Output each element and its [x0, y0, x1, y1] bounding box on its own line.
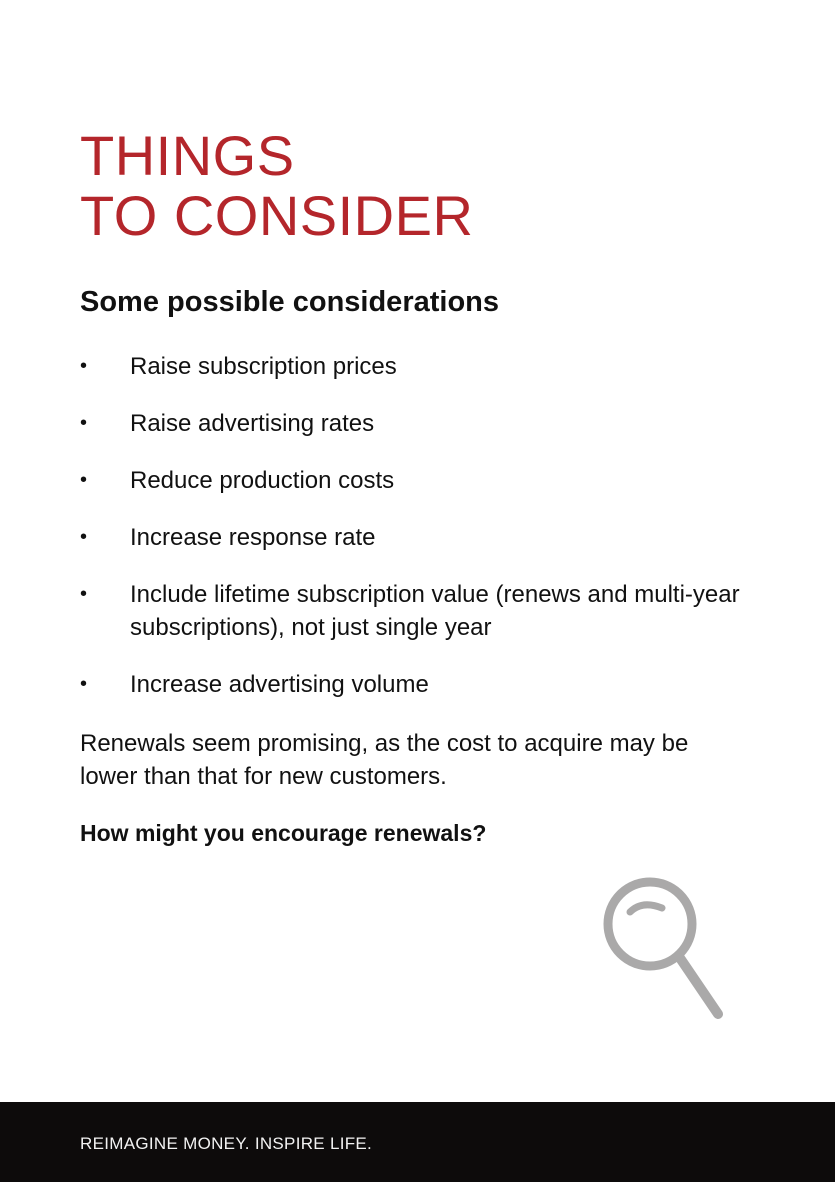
page-title-line-2: TO CONSIDER: [80, 184, 474, 247]
list-item: [80, 668, 740, 701]
list-item: [80, 578, 740, 644]
list-item-text: Increase advertising volume: [130, 671, 429, 698]
renewal-question: How might you encourage renewals?: [80, 820, 487, 846]
renewal-paragraph: Renewals seem promising, as the cost to acquire may be lower than that for new customers.: [80, 730, 689, 790]
list-item: [80, 407, 740, 440]
list-item-text: Include lifetime subscription value (renews and multi-year subscriptions), not just single year: [130, 581, 740, 641]
bullet: •: [80, 412, 88, 434]
list-item: [80, 350, 740, 383]
considerations-list: [80, 350, 740, 725]
bullet: •: [80, 583, 88, 605]
list-item-text: Reduce production costs: [130, 467, 395, 494]
magnifying-glass-icon: [600, 876, 730, 1024]
footer-bar: [0, 1102, 835, 1182]
list-item-text: Raise advertising rates: [130, 410, 375, 437]
list-item: [80, 464, 740, 497]
magnifier-handle: [680, 958, 718, 1014]
bullet: •: [80, 355, 88, 377]
bullet: •: [80, 469, 88, 491]
bullet: •: [80, 673, 88, 695]
bullet: •: [80, 526, 88, 548]
page-title-line-1: THINGS: [80, 124, 295, 187]
page-title: [80, 126, 473, 246]
list-item-text: Raise subscription prices: [130, 353, 397, 380]
footer-tagline: REIMAGINE MONEY. INSPIRE LIFE.: [80, 1134, 373, 1153]
magnifier-glint: [630, 905, 662, 912]
list-item-text: Increase response rate: [130, 524, 376, 551]
section-heading: Some possible considerations: [80, 286, 499, 318]
list-item: [80, 521, 740, 554]
